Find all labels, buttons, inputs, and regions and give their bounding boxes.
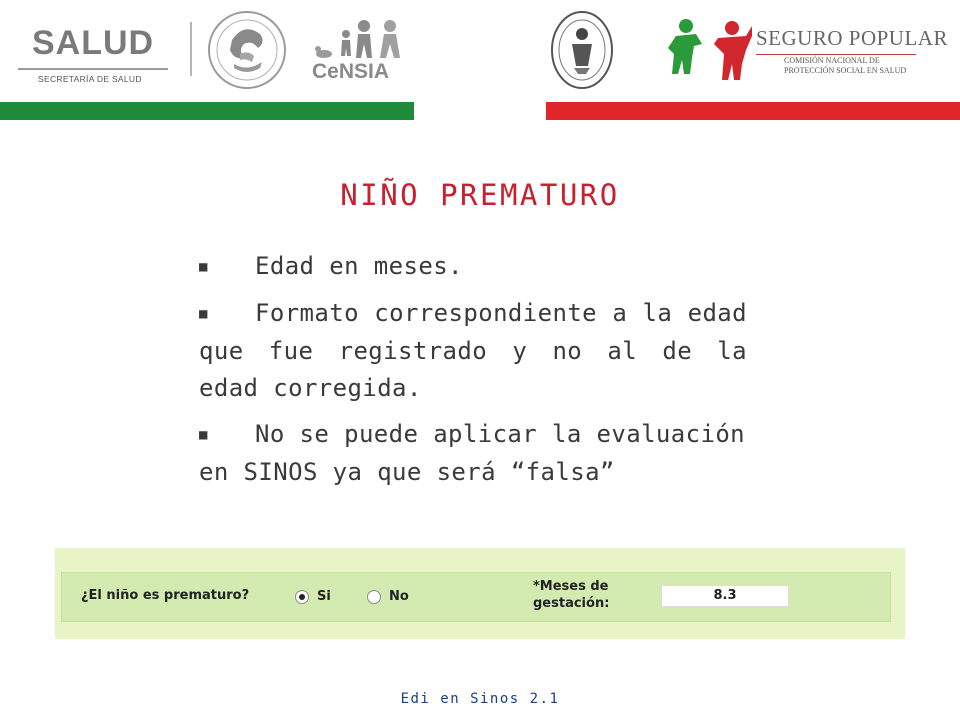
bullet-text: Edad en meses. bbox=[255, 252, 463, 280]
bullet-list bbox=[199, 248, 747, 500]
premature-yes-radio[interactable] bbox=[295, 590, 309, 604]
bullet-text: No se puede aplicar la evaluación en SINOS ya que será “falsa” bbox=[199, 420, 746, 486]
premature-no-radio[interactable] bbox=[367, 590, 381, 604]
header-red-bar bbox=[546, 102, 960, 120]
bullet-item bbox=[199, 416, 747, 491]
censia-logo bbox=[312, 18, 412, 84]
bullet-item bbox=[199, 295, 747, 407]
meses-gestacion-label: *Meses de gestación: bbox=[533, 579, 610, 611]
seguro-popular-logo bbox=[756, 26, 948, 86]
premature-no-label: No bbox=[389, 589, 409, 604]
bullet-item bbox=[199, 248, 747, 286]
salud-logo-subtitle: SECRETARÍA DE SALUD bbox=[38, 74, 142, 84]
meses-gestacion-input[interactable]: 8.3 bbox=[661, 585, 789, 607]
mexico-coat-of-arms-icon bbox=[204, 10, 290, 90]
header-green-bar bbox=[0, 102, 414, 120]
slide-footer: Edi en Sinos 2.1 bbox=[400, 691, 560, 707]
seguro-popular-title: SEGURO POPULAR bbox=[756, 26, 948, 50]
logo-divider bbox=[190, 22, 192, 76]
seguro-popular-rule bbox=[756, 54, 916, 55]
bullet-text: Formato correspondiente a la edad que fue registrado y no al de la edad corregida. bbox=[199, 299, 747, 402]
salud-logo-title: SALUD bbox=[32, 24, 155, 62]
salud-logo-rule bbox=[18, 68, 168, 70]
slide-title: NIÑO PREMATURO bbox=[340, 178, 620, 212]
censia-logo-text: CeNSIA bbox=[312, 60, 390, 83]
bullet-marker-icon: ■ bbox=[199, 427, 208, 443]
form-screenshot bbox=[55, 548, 905, 639]
salud-logo bbox=[14, 22, 174, 82]
premature-yes-label: Si bbox=[317, 589, 331, 604]
seguro-popular-figures-icon bbox=[668, 18, 752, 82]
hospital-infantil-seal-icon bbox=[550, 8, 614, 90]
family-figures-icon bbox=[312, 18, 412, 62]
bullet-marker-icon: ■ bbox=[199, 259, 208, 275]
premature-question-label: ¿El niño es prematuro? bbox=[81, 588, 250, 603]
seguro-popular-subtitle-line2: PROTECCIÓN SOCIAL EN SALUD bbox=[784, 66, 907, 75]
bullet-marker-icon: ■ bbox=[199, 306, 208, 322]
seguro-popular-subtitle-line1: COMISIÓN NACIONAL DE bbox=[784, 56, 880, 65]
